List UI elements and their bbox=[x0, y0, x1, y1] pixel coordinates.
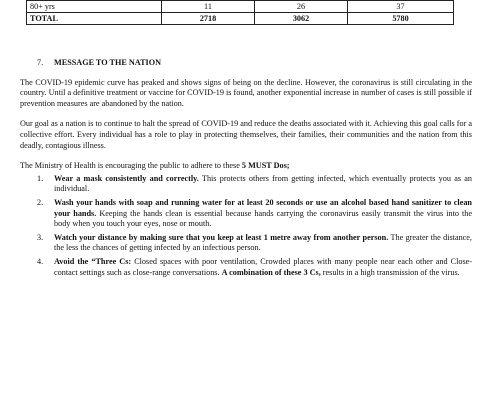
list-item-bold: Watch your distance by making sure that you keep at least 1 metre away from another person. bbox=[54, 232, 389, 242]
row-label: 80+ yrs bbox=[27, 1, 162, 13]
paragraph-epidemic-curve: The COVID-19 epidemic curve has peaked and shows signs of being on the decline. However, the coronavirus is still circulating in the country. Until a definitive treatment or vaccine for COVID-19 is found, another exponential increase in number of cases is still possible if prevention measures are abandoned by the nation. bbox=[20, 77, 472, 108]
list-item-number: 3. bbox=[37, 232, 44, 242]
list-item-bold: Wash your hands with soap and running water for at least 20 seconds or use an alcohol based hand sanitizer to clean your hands. bbox=[54, 197, 472, 218]
section-title: MESSAGE TO THE NATION bbox=[54, 58, 161, 67]
list-item-bold: Avoid the “Three Cs: bbox=[54, 256, 132, 266]
cell-value: 3062 bbox=[255, 13, 348, 25]
paragraph-national-goal: Our goal as a nation is to continue to halt the spread of COVID-19 and reduce the deaths associated with it. Achieving this goal calls for a collective effort. Every individual has a role to play in protecting themselves, their families, their communities and the nation from this deadly, contagious illness. bbox=[20, 119, 472, 150]
list-item bbox=[20, 257, 472, 278]
list-item-number: 2. bbox=[37, 197, 44, 207]
list-item-bold-second: A combination of these 3 Cs, bbox=[221, 267, 321, 277]
section-heading bbox=[37, 58, 472, 69]
row-label: TOTAL bbox=[27, 13, 162, 25]
list-item-text: Closed spaces with poor ventilation, Crowded places with many people near each other and Close-contact settings such as close-range conversations. bbox=[54, 256, 473, 277]
cell-value: 2718 bbox=[162, 13, 255, 25]
cell-value: 26 bbox=[255, 1, 348, 13]
document-body bbox=[20, 58, 472, 281]
list-item-bold: Wear a mask consistently and correctly. bbox=[54, 173, 199, 183]
list-item-number: 1. bbox=[37, 173, 44, 183]
case-summary-table bbox=[26, 0, 454, 25]
list-item bbox=[20, 198, 472, 230]
list-item bbox=[20, 233, 472, 254]
intro-text: The Ministry of Health is encouraging the public to adhere to these bbox=[20, 161, 242, 171]
list-item-text: This protects others from getting infected, which eventually protects you as an individual. bbox=[54, 173, 472, 194]
list-item-text: The greater the distance, the less the chances of getting infected by an infectious person. bbox=[54, 232, 472, 253]
section-number: 7. bbox=[37, 58, 44, 67]
table-row bbox=[27, 1, 454, 13]
list-item-text: Keeping the hands clean is essential because hands carrying the coronavirus easily transmit the virus into the body when you touch your eyes, nose or mouth. bbox=[54, 208, 472, 229]
paragraph-must-dos-intro bbox=[20, 161, 472, 172]
intro-bold-text: 5 MUST Dos; bbox=[241, 161, 290, 171]
table-row-total bbox=[27, 13, 454, 25]
list-item bbox=[20, 174, 472, 195]
must-dos-list bbox=[20, 174, 472, 278]
cell-value: 5780 bbox=[348, 13, 454, 25]
list-item-text-second: results in a high transmission of the virus. bbox=[320, 267, 460, 277]
cell-value: 37 bbox=[348, 1, 454, 13]
cell-value: 11 bbox=[162, 1, 255, 13]
list-item-number: 4. bbox=[37, 256, 44, 266]
